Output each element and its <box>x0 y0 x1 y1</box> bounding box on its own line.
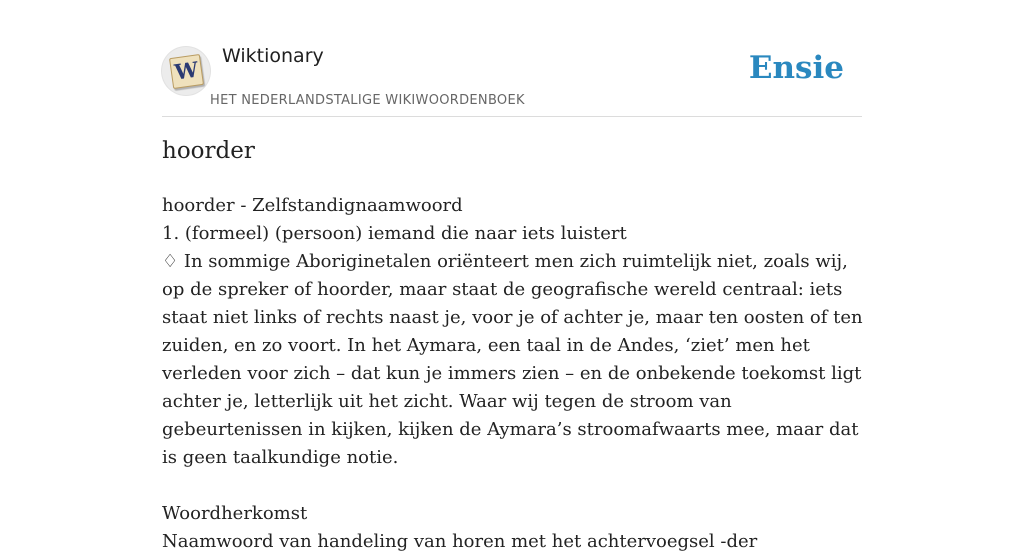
spacer <box>162 472 864 500</box>
logo-letter: W <box>172 56 200 85</box>
page <box>162 0 863 552</box>
etymology-heading: Woordherkomst <box>162 503 308 524</box>
wiktionary-logo-icon[interactable] <box>162 47 210 95</box>
definition: 1. (formeel) (persoon) iemand die naar iets luistert <box>162 223 627 244</box>
example-quote: ♢ In sommige Aboriginetalen oriënteert men zich ruimtelijk niet, zoals wij, op de spreker of hoorder, maar staat de geografische wereld centraal: iets staat niet links of rechts naast je, voor je of achter je, maar ten oosten of ten zuiden, en zo voort. In het Aymara, een taal in de Andes, ‘ziet’ men het verleden voor zich – dat kun je immers zien – en de onbekende toekomst ligt achter je, letterlijk uit het zicht. Waar wij tegen de stroom van gebeurtenissen in kijken, kijken de Aymara’s stroomafwaarts mee, maar dat is geen taalkundige notie. <box>162 251 863 468</box>
site-name[interactable]: Wiktionary <box>222 45 324 67</box>
word-class-line: hoorder - Zelfstandignaamwoord <box>162 195 463 216</box>
entry-body <box>162 192 864 556</box>
entry-title: hoorder <box>162 138 255 164</box>
ensie-brand-link[interactable]: Ensie <box>748 50 844 86</box>
etymology-text: Naamwoord van handeling van horen met het achtervoegsel -der <box>162 531 758 552</box>
site-tagline: HET NEDERLANDSTALIGE WIKIWOORDENBOEK <box>210 93 525 108</box>
site-header <box>162 0 862 117</box>
logo-tile <box>169 54 204 89</box>
